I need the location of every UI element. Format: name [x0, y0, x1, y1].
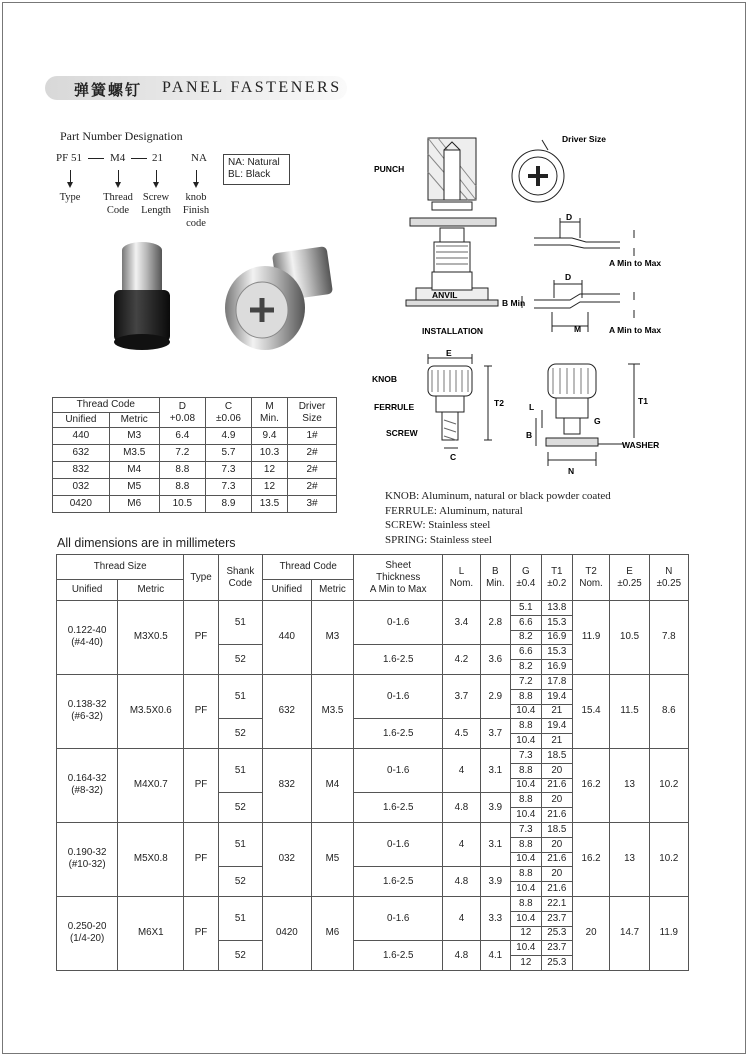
table-cell: 7.3 [206, 479, 252, 496]
l-nom: 4 [443, 748, 481, 792]
label-g: G [594, 416, 601, 426]
tc-unified: 832 [263, 748, 312, 822]
label-d-2: D [565, 272, 572, 282]
table-cell: 2# [288, 445, 337, 462]
l-nom: 4.8 [443, 793, 481, 823]
b-min: 3.7 [480, 719, 510, 749]
t1-header-thread-code: Thread Code [53, 398, 160, 413]
tc-unified: 632 [263, 674, 312, 748]
t1-header-m: M Min. [251, 398, 287, 428]
t1-header-metric: Metric [109, 413, 159, 428]
t1-value: 21.6 [541, 852, 572, 867]
table-cell: 632 [53, 445, 110, 462]
t1-value: 18.5 [541, 748, 572, 763]
t1-value: 19.4 [541, 689, 572, 704]
n-value: 7.8 [649, 601, 688, 675]
thread-metric: M3.5X0.6 [118, 674, 184, 748]
sheet-thickness: 1.6-2.5 [354, 645, 443, 675]
l-nom: 4 [443, 822, 481, 866]
t1-header-unified: Unified [53, 413, 110, 428]
sheet-thickness: 1.6-2.5 [354, 793, 443, 823]
t2-header-unified: Unified [57, 580, 118, 601]
g-value: 6.6 [510, 645, 541, 660]
g-value: 8.2 [510, 660, 541, 675]
t2-header-shank: Shank Code [218, 555, 262, 601]
e-value: 13 [610, 822, 649, 896]
table-cell: 13.5 [251, 496, 287, 513]
t2-header-tc-unified: Unified [263, 580, 312, 601]
b-min: 3.6 [480, 645, 510, 675]
t1-value: 20 [541, 763, 572, 778]
g-value: 5.1 [510, 601, 541, 616]
t2-value: 20 [572, 896, 610, 970]
t1-value: 18.5 [541, 822, 572, 837]
note-screw: SCREW: Stainless steel [385, 519, 491, 531]
b-min: 3.1 [480, 748, 510, 792]
label-t2: T2 [494, 398, 504, 408]
shank-code: 52 [218, 645, 262, 675]
g-value: 10.4 [510, 808, 541, 823]
t2-header-type: Type [184, 555, 218, 601]
table-row [53, 445, 337, 462]
t2-header-thread-code: Thread Code [263, 555, 354, 580]
sheet-thickness: 0-1.6 [354, 748, 443, 792]
sheet-thickness: 0-1.6 [354, 896, 443, 940]
b-min: 3.9 [480, 793, 510, 823]
t1-value: 15.3 [541, 645, 572, 660]
part-number-title: Part Number Designation [60, 129, 183, 143]
g-value: 10.4 [510, 882, 541, 897]
type-cell: PF [184, 822, 218, 896]
label-anvil: ANVIL [432, 290, 458, 300]
t2-header-t1: T1 ±0.2 [541, 555, 572, 601]
g-value: 8.8 [510, 837, 541, 852]
table-cell: 6.4 [159, 428, 205, 445]
shank-code: 52 [218, 719, 262, 749]
t1-value: 21.6 [541, 882, 572, 897]
material-notes [385, 489, 611, 547]
type-cell: PF [184, 748, 218, 822]
table-cell: M3 [109, 428, 159, 445]
g-value: 10.4 [510, 704, 541, 719]
arrow-length [156, 170, 157, 186]
b-min: 2.9 [480, 674, 510, 718]
t2-value: 11.9 [572, 601, 610, 675]
table-row [57, 601, 689, 616]
t1-value: 21 [541, 734, 572, 749]
table-cell: M3.5 [109, 445, 159, 462]
t1-value: 16.9 [541, 660, 572, 675]
table-cell: 2# [288, 479, 337, 496]
g-value: 8.8 [510, 793, 541, 808]
finish-natural: NA: Natural [228, 157, 280, 168]
table-cell: 3# [288, 496, 337, 513]
finish-black: BL: Black [228, 169, 271, 180]
table-cell: 8.8 [159, 462, 205, 479]
b-min: 3.3 [480, 896, 510, 940]
g-value: 6.6 [510, 615, 541, 630]
table-cell: 1# [288, 428, 337, 445]
type-cell: PF [184, 601, 218, 675]
dash-1 [88, 158, 104, 159]
t2-body [57, 601, 689, 971]
table-cell: 8.8 [159, 479, 205, 496]
t2-header-tc-metric: Metric [311, 580, 354, 601]
label-driver-size: Driver Size [562, 134, 606, 144]
label-installation: INSTALLATION [422, 326, 484, 336]
title-chinese: 弹簧螺钉 [74, 81, 143, 99]
table-row [53, 479, 337, 496]
table-cell: 10.5 [159, 496, 205, 513]
tc-unified: 0420 [263, 896, 312, 970]
note-spring: SPRING: Stainless steel [385, 533, 492, 546]
table-cell: 10.3 [251, 445, 287, 462]
table-cell: 440 [53, 428, 110, 445]
tc-unified: 440 [263, 601, 312, 675]
t2-header-b: B Min. [480, 555, 510, 601]
dimensions-table [56, 554, 689, 971]
table-cell: 5.7 [206, 445, 252, 462]
e-value: 11.5 [610, 674, 649, 748]
t1-value: 20 [541, 793, 572, 808]
e-value: 10.5 [610, 601, 649, 675]
l-nom: 4.8 [443, 867, 481, 897]
code-length: 21 [152, 152, 163, 164]
label-screw-length: Screw Length [141, 192, 171, 216]
t2-value: 15.4 [572, 674, 610, 748]
g-value: 8.8 [510, 689, 541, 704]
tc-unified: 032 [263, 822, 312, 896]
g-value: 10.4 [510, 852, 541, 867]
t1-value: 21.6 [541, 778, 572, 793]
finish-options-box [223, 154, 290, 185]
label-d-1: D [566, 212, 573, 222]
table-cell: 12 [251, 479, 287, 496]
shank-code: 51 [218, 601, 262, 645]
b-min: 2.8 [480, 601, 510, 645]
g-value: 8.2 [510, 630, 541, 645]
table-cell: 7.3 [206, 462, 252, 479]
table-cell: 832 [53, 462, 110, 479]
t1-value: 23.7 [541, 941, 572, 956]
table-row [57, 822, 689, 837]
code-type: PF 51 [56, 152, 82, 164]
t2-value: 16.2 [572, 822, 610, 896]
t1-body [53, 428, 337, 513]
table-cell: M6 [109, 496, 159, 513]
shank-code: 51 [218, 748, 262, 792]
l-nom: 3.4 [443, 601, 481, 645]
tc-metric: M4 [311, 748, 354, 822]
tc-metric: M6 [311, 896, 354, 970]
label-l: L [529, 402, 535, 412]
t1-header-c: C ±0.06 [206, 398, 252, 428]
t1-value: 23.7 [541, 911, 572, 926]
g-value: 8.8 [510, 763, 541, 778]
thread-unified: 0.122-40 (#4-40) [57, 601, 118, 675]
thread-metric: M3X0.5 [118, 601, 184, 675]
t1-value: 16.9 [541, 630, 572, 645]
t1-header-driver: Driver Size [288, 398, 337, 428]
b-min: 4.1 [480, 941, 510, 971]
table-cell: 032 [53, 479, 110, 496]
black-fastener-photo [114, 242, 170, 350]
t2-header-l: L Nom. [443, 555, 481, 601]
g-value: 10.4 [510, 778, 541, 793]
t1-value: 21.6 [541, 808, 572, 823]
t1-value: 22.1 [541, 896, 572, 911]
table-cell: M4 [109, 462, 159, 479]
e-value: 14.7 [610, 896, 649, 970]
tc-metric: M3 [311, 601, 354, 675]
title-english: PANEL FASTENERS [162, 79, 342, 96]
t2-header-metric: Metric [118, 580, 184, 601]
table-cell: 7.2 [159, 445, 205, 462]
thread-metric: M5X0.8 [118, 822, 184, 896]
n-value: 8.6 [649, 674, 688, 748]
t2-header-t2: T2 Nom. [572, 555, 610, 601]
shank-code: 51 [218, 822, 262, 866]
table-row [53, 496, 337, 513]
shank-code: 52 [218, 793, 262, 823]
l-nom: 4.2 [443, 645, 481, 675]
dash-2 [131, 158, 147, 159]
label-punch: PUNCH [374, 164, 405, 174]
label-screw: SCREW [386, 428, 418, 438]
table-cell: 9.4 [251, 428, 287, 445]
t2-header-g: G ±0.4 [510, 555, 541, 601]
table-row [53, 428, 337, 445]
table-cell: 0420 [53, 496, 110, 513]
sheet-thickness: 0-1.6 [354, 822, 443, 866]
g-value: 7.3 [510, 822, 541, 837]
shank-code: 51 [218, 674, 262, 718]
t2-header-e: E ±0.25 [610, 555, 649, 601]
label-knob: KNOB [372, 374, 398, 384]
thread-unified: 0.250-20 (1/4-20) [57, 896, 118, 970]
thread-code-table [52, 397, 337, 513]
l-nom: 4.5 [443, 719, 481, 749]
table-row [53, 462, 337, 479]
t1-value: 25.3 [541, 926, 572, 941]
t1-value: 25.3 [541, 956, 572, 971]
sheet-thickness: 0-1.6 [354, 601, 443, 645]
sheet-thickness: 0-1.6 [354, 674, 443, 718]
l-nom: 4 [443, 896, 481, 940]
label-t1: T1 [638, 396, 648, 406]
label-ferrule: FERRULE [374, 402, 415, 412]
label-b-min: B Min [502, 298, 526, 308]
technical-drawing [372, 128, 682, 478]
g-value: 12 [510, 956, 541, 971]
t1-value: 13.8 [541, 601, 572, 616]
code-finish: NA [191, 152, 207, 164]
thread-unified: 0.138-32 (#6-32) [57, 674, 118, 748]
type-cell: PF [184, 896, 218, 970]
g-value: 12 [510, 926, 541, 941]
table-cell: M5 [109, 479, 159, 496]
e-value: 13 [610, 748, 649, 822]
g-value: 8.8 [510, 896, 541, 911]
t2-header-sheet: Sheet Thickness A Min to Max [354, 555, 443, 601]
t2-header-thread-size: Thread Size [57, 555, 184, 580]
b-min: 3.1 [480, 822, 510, 866]
label-n: N [568, 466, 575, 476]
note-ferrule: FERRULE: Aluminum, natural [385, 504, 523, 517]
shank-code: 51 [218, 896, 262, 940]
label-thread-code: Thread Code [103, 192, 133, 216]
table-row [57, 674, 689, 689]
g-value: 7.3 [510, 748, 541, 763]
thread-metric: M6X1 [118, 896, 184, 970]
tc-metric: M5 [311, 822, 354, 896]
arrow-thread [118, 170, 119, 186]
label-type: Type [59, 192, 81, 203]
product-photos [100, 228, 350, 358]
label-m: M [574, 324, 582, 334]
dimension-note: All dimensions are in millimeters [57, 536, 236, 550]
thread-unified: 0.190-32 (#10-32) [57, 822, 118, 896]
table-row [57, 896, 689, 911]
silver-fastener-photo [225, 246, 333, 350]
sheet-thickness: 1.6-2.5 [354, 719, 443, 749]
t1-value: 15.3 [541, 615, 572, 630]
g-value: 10.4 [510, 734, 541, 749]
arrow-type [70, 170, 71, 186]
g-value: 7.2 [510, 674, 541, 689]
g-value: 10.4 [510, 911, 541, 926]
table-row [57, 748, 689, 763]
label-washer: WASHER [622, 440, 660, 450]
b-min: 3.9 [480, 867, 510, 897]
g-value: 8.8 [510, 867, 541, 882]
l-nom: 4.8 [443, 941, 481, 971]
t1-value: 21 [541, 704, 572, 719]
table-cell: 4.9 [206, 428, 252, 445]
table-cell: 2# [288, 462, 337, 479]
label-a-min-max-1: A Min to Max [609, 258, 662, 268]
t2-header-n: N ±0.25 [649, 555, 688, 601]
l-nom: 3.7 [443, 674, 481, 718]
code-thread: M4 [110, 152, 126, 164]
thread-metric: M4X0.7 [118, 748, 184, 822]
shank-code: 52 [218, 867, 262, 897]
t1-header-d: D +0.08 [159, 398, 205, 428]
tc-metric: M3.5 [311, 674, 354, 748]
table-cell: 8.9 [206, 496, 252, 513]
sheet-thickness: 1.6-2.5 [354, 941, 443, 971]
table-cell: 12 [251, 462, 287, 479]
g-value: 10.4 [510, 941, 541, 956]
t2-value: 16.2 [572, 748, 610, 822]
n-value: 10.2 [649, 748, 688, 822]
g-value: 8.8 [510, 719, 541, 734]
sheet-thickness: 1.6-2.5 [354, 867, 443, 897]
label-b: B [526, 430, 533, 440]
thread-unified: 0.164-32 (#8-32) [57, 748, 118, 822]
t1-value: 20 [541, 867, 572, 882]
arrow-finish [196, 170, 197, 186]
n-value: 11.9 [649, 896, 688, 970]
t1-value: 17.8 [541, 674, 572, 689]
label-c: C [450, 452, 457, 462]
label-finish-code: knob Finish code [182, 192, 210, 229]
n-value: 10.2 [649, 822, 688, 896]
note-knob: KNOB: Aluminum, natural or black powder coated [385, 490, 611, 502]
t1-value: 20 [541, 837, 572, 852]
t1-value: 19.4 [541, 719, 572, 734]
type-cell: PF [184, 674, 218, 748]
shank-code: 52 [218, 941, 262, 971]
label-e: E [446, 348, 452, 358]
label-a-min-max-2: A Min to Max [609, 325, 662, 335]
